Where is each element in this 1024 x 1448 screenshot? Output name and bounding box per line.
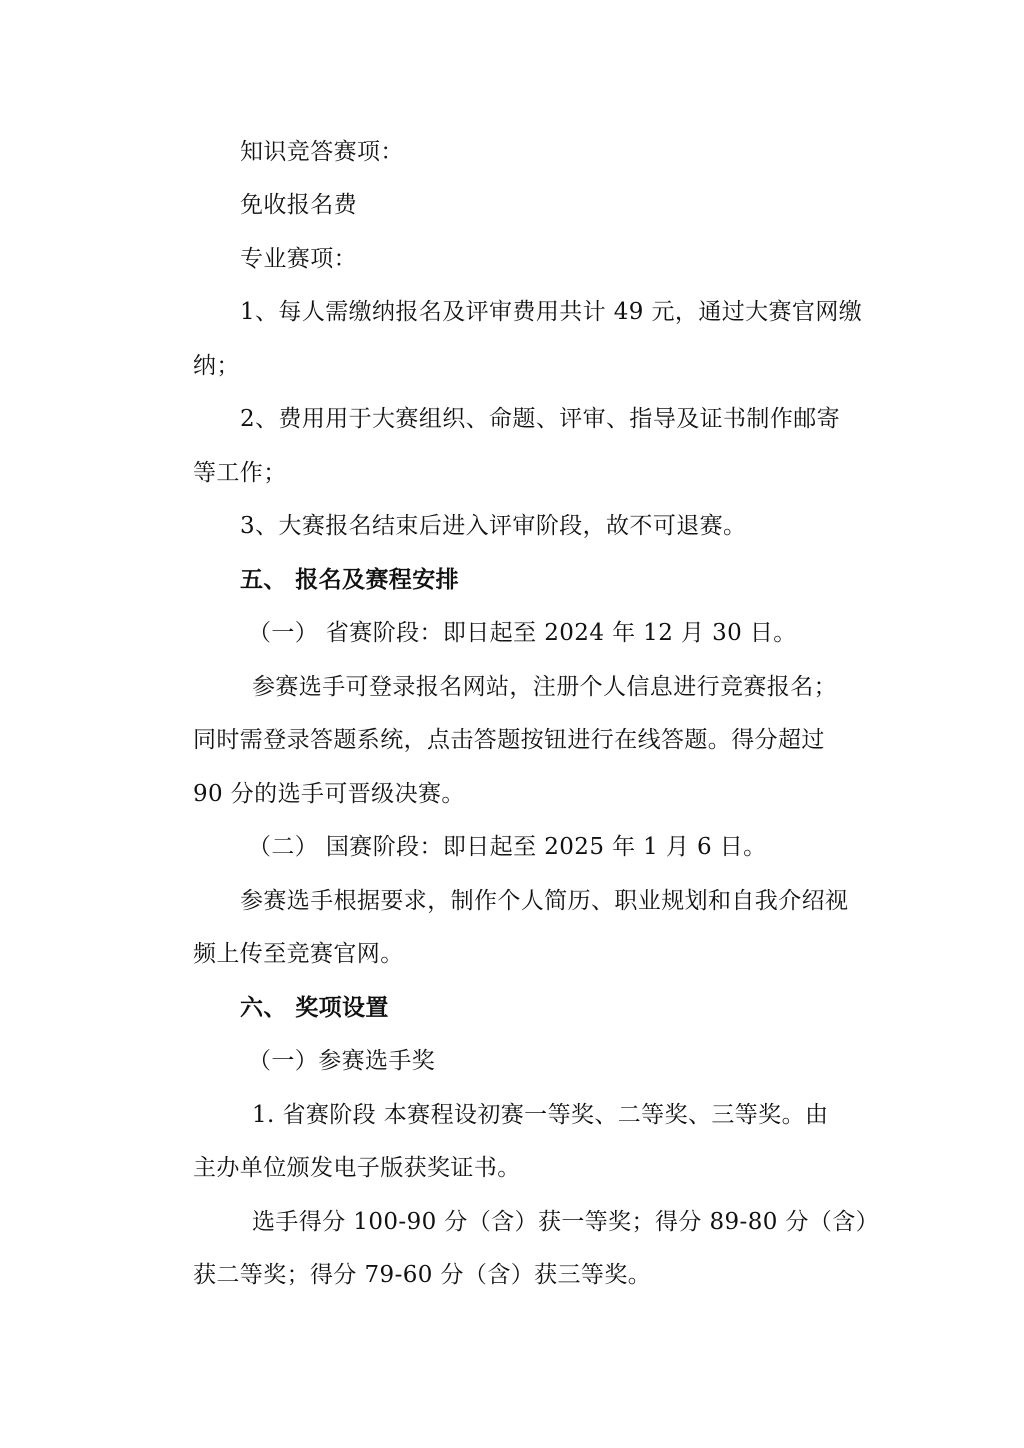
paragraph-national-line-1: 参赛选手根据要求，制作个人简历、职业规划和自我介绍视 bbox=[240, 888, 849, 914]
subheading-provincial-stage: （一） 省赛阶段：即日起至 2024 年 12 月 30 日。 bbox=[248, 620, 797, 646]
paragraph-fee-line-1: 1、每人需缴纳报名及评审费用共计 49 元，通过大赛官网缴 bbox=[240, 299, 863, 325]
paragraph-scores-line-1: 选手得分 100-90 分（含）获一等奖；得分 89-80 分（含） bbox=[252, 1209, 880, 1235]
paragraph-provincial-line-2: 同时需登录答题系统，点击答题按钮进行在线答题。得分超过 bbox=[193, 727, 825, 753]
paragraph-no-withdrawal: 3、大赛报名结束后进入评审阶段，故不可退赛。 bbox=[240, 513, 747, 539]
paragraph-provincial-line-1: 参赛选手可登录报名网站，注册个人信息进行竞赛报名； bbox=[252, 674, 837, 700]
section-label-professional: 专业赛项： bbox=[240, 246, 357, 272]
paragraph-fee-usage-line-1: 2、费用用于大赛组织、命题、评审、指导及证书制作邮寄 bbox=[240, 406, 841, 432]
paragraph-provincial-line-3: 90 分的选手可晋级决赛。 bbox=[193, 781, 465, 807]
subheading-participant-awards: （一）参赛选手奖 bbox=[248, 1048, 436, 1074]
paragraph-free-registration: 免收报名费 bbox=[240, 192, 357, 218]
paragraph-fee-usage-line-2: 等工作； bbox=[193, 460, 287, 486]
paragraph-scores-line-2: 获二等奖；得分 79-60 分（含）获三等奖。 bbox=[193, 1262, 652, 1288]
heading-awards: 六、 奖项设置 bbox=[240, 994, 389, 1021]
section-label-knowledge-quiz: 知识竞答赛项： bbox=[240, 139, 404, 165]
paragraph-awards-line-2: 主办单位颁发电子版获奖证书。 bbox=[193, 1155, 521, 1181]
paragraph-national-line-2: 频上传至竞赛官网。 bbox=[193, 941, 404, 967]
paragraph-fee-line-2: 纳； bbox=[193, 353, 240, 379]
heading-registration-schedule: 五、 报名及赛程安排 bbox=[240, 566, 460, 593]
paragraph-awards-line-1: 1. 省赛阶段 本赛程设初赛一等奖、二等奖、三等奖。由 bbox=[252, 1102, 829, 1128]
subheading-national-stage: （二） 国赛阶段：即日起至 2025 年 1 月 6 日。 bbox=[248, 834, 767, 860]
